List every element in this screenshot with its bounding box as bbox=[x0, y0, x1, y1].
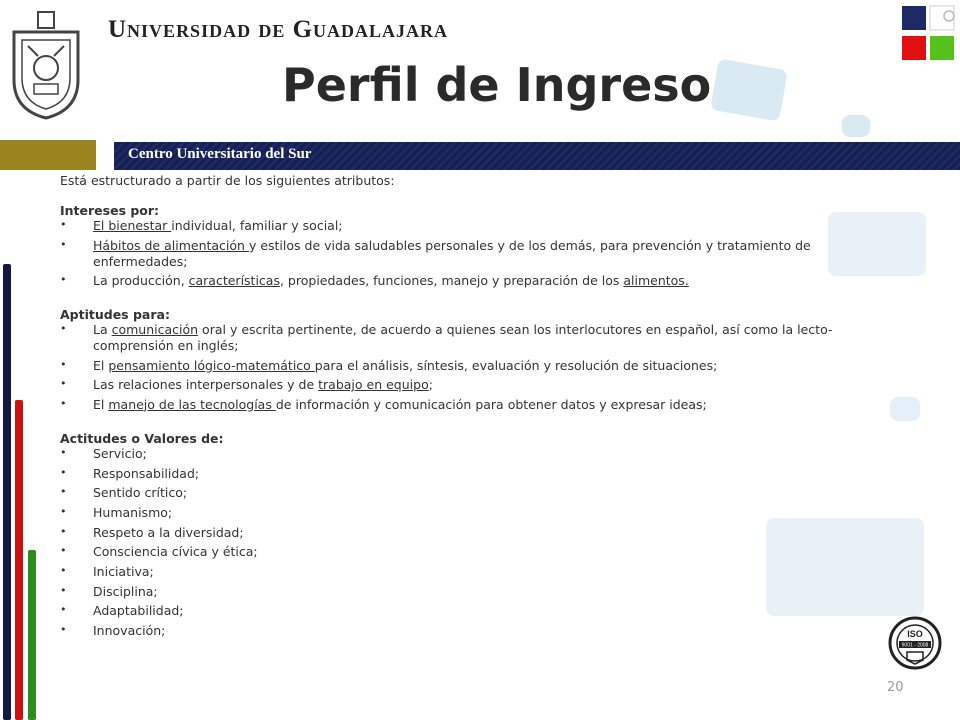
page-number: 20 bbox=[887, 680, 904, 695]
university-name: Universidad de Guadalajara bbox=[108, 16, 449, 43]
decorative-shape bbox=[842, 115, 870, 137]
iso-label: ISO bbox=[907, 629, 923, 639]
item-text: y estilos de vida saludables personales y de los demás, para prevención y tratamiento de enfermedades; bbox=[93, 237, 811, 269]
left-bar-red bbox=[15, 400, 23, 720]
underlined-term: trabajo en equipo bbox=[318, 377, 429, 393]
item-text: La producción, bbox=[93, 273, 189, 289]
list-item: • Responsabilidad; bbox=[60, 466, 850, 482]
intro-text: Está estructurado a partir de los siguientes atributos: bbox=[60, 173, 395, 188]
decorative-shape bbox=[710, 58, 788, 121]
section-heading-intereses: Intereses por: bbox=[60, 202, 160, 218]
list-item bbox=[60, 322, 850, 353]
list-item: • Servicio; bbox=[60, 446, 850, 462]
content-body bbox=[60, 173, 850, 642]
list-item bbox=[60, 397, 850, 413]
center-name: Centro Universitario del Sur bbox=[128, 146, 312, 162]
item-text: de información y comunicación para obtener datos y expresar ideas; bbox=[275, 396, 707, 412]
underlined-term: manejo de las tecnologías bbox=[108, 396, 276, 412]
underlined-term: alimentos. bbox=[623, 273, 689, 289]
color-squares-logo bbox=[897, 4, 957, 64]
actitudes-list bbox=[60, 446, 850, 638]
underlined-term: pensamiento lógico-matemático bbox=[108, 357, 315, 373]
list-item bbox=[60, 273, 850, 289]
section-heading-actitudes: Actitudes o Valores de: bbox=[60, 430, 224, 446]
item-text: individual, familiar y social; bbox=[171, 218, 343, 234]
left-bar-green bbox=[28, 550, 36, 720]
underlined-term: características bbox=[188, 273, 280, 289]
list-item: • Disciplina; bbox=[60, 584, 850, 600]
list-item bbox=[60, 377, 850, 393]
iso-standard: 9001 - 2008 bbox=[901, 642, 929, 649]
item-text: , propiedades, funciones, manejo y preparación de los bbox=[279, 273, 624, 289]
item-text: El bbox=[93, 396, 109, 412]
list-item: • Sentido crítico; bbox=[60, 485, 850, 501]
section-heading-aptitudes: Aptitudes para: bbox=[60, 306, 170, 322]
intereses-list bbox=[60, 218, 850, 289]
left-bar-navy bbox=[3, 264, 11, 720]
list-item bbox=[60, 358, 850, 374]
header-band-gold bbox=[0, 140, 96, 170]
underlined-term: comunicación bbox=[111, 322, 199, 338]
iso-certification-badge bbox=[888, 616, 942, 670]
item-text: La bbox=[93, 322, 112, 338]
item-text: Las relaciones interpersonales y de bbox=[93, 377, 319, 393]
list-item: • Innovación; bbox=[60, 623, 850, 639]
list-item: • Iniciativa; bbox=[60, 564, 850, 580]
underlined-term: El bienestar bbox=[93, 218, 172, 234]
item-text: ; bbox=[428, 377, 433, 393]
item-text: El bbox=[93, 357, 109, 373]
decorative-shape bbox=[890, 397, 920, 421]
list-item bbox=[60, 238, 850, 269]
list-item: • Adaptabilidad; bbox=[60, 603, 850, 619]
page-title: Perfil de Ingreso bbox=[282, 58, 712, 112]
list-item: • Consciencia cívica y ética; bbox=[60, 544, 850, 560]
underlined-term: Hábitos de alimentación bbox=[93, 237, 249, 253]
item-text: para el análisis, síntesis, evaluación y resolución de situaciones; bbox=[314, 357, 718, 373]
aptitudes-list bbox=[60, 322, 850, 412]
list-item: • Humanismo; bbox=[60, 505, 850, 521]
list-item: • Respeto a la diversidad; bbox=[60, 525, 850, 541]
item-text: oral y escrita pertinente, de acuerdo a quienes sean los interlocutores en español, así como la lecto-comprensión en inglés; bbox=[93, 322, 833, 353]
header-band-divider bbox=[96, 141, 114, 169]
university-crest-logo bbox=[8, 10, 84, 120]
list-item bbox=[60, 218, 850, 234]
